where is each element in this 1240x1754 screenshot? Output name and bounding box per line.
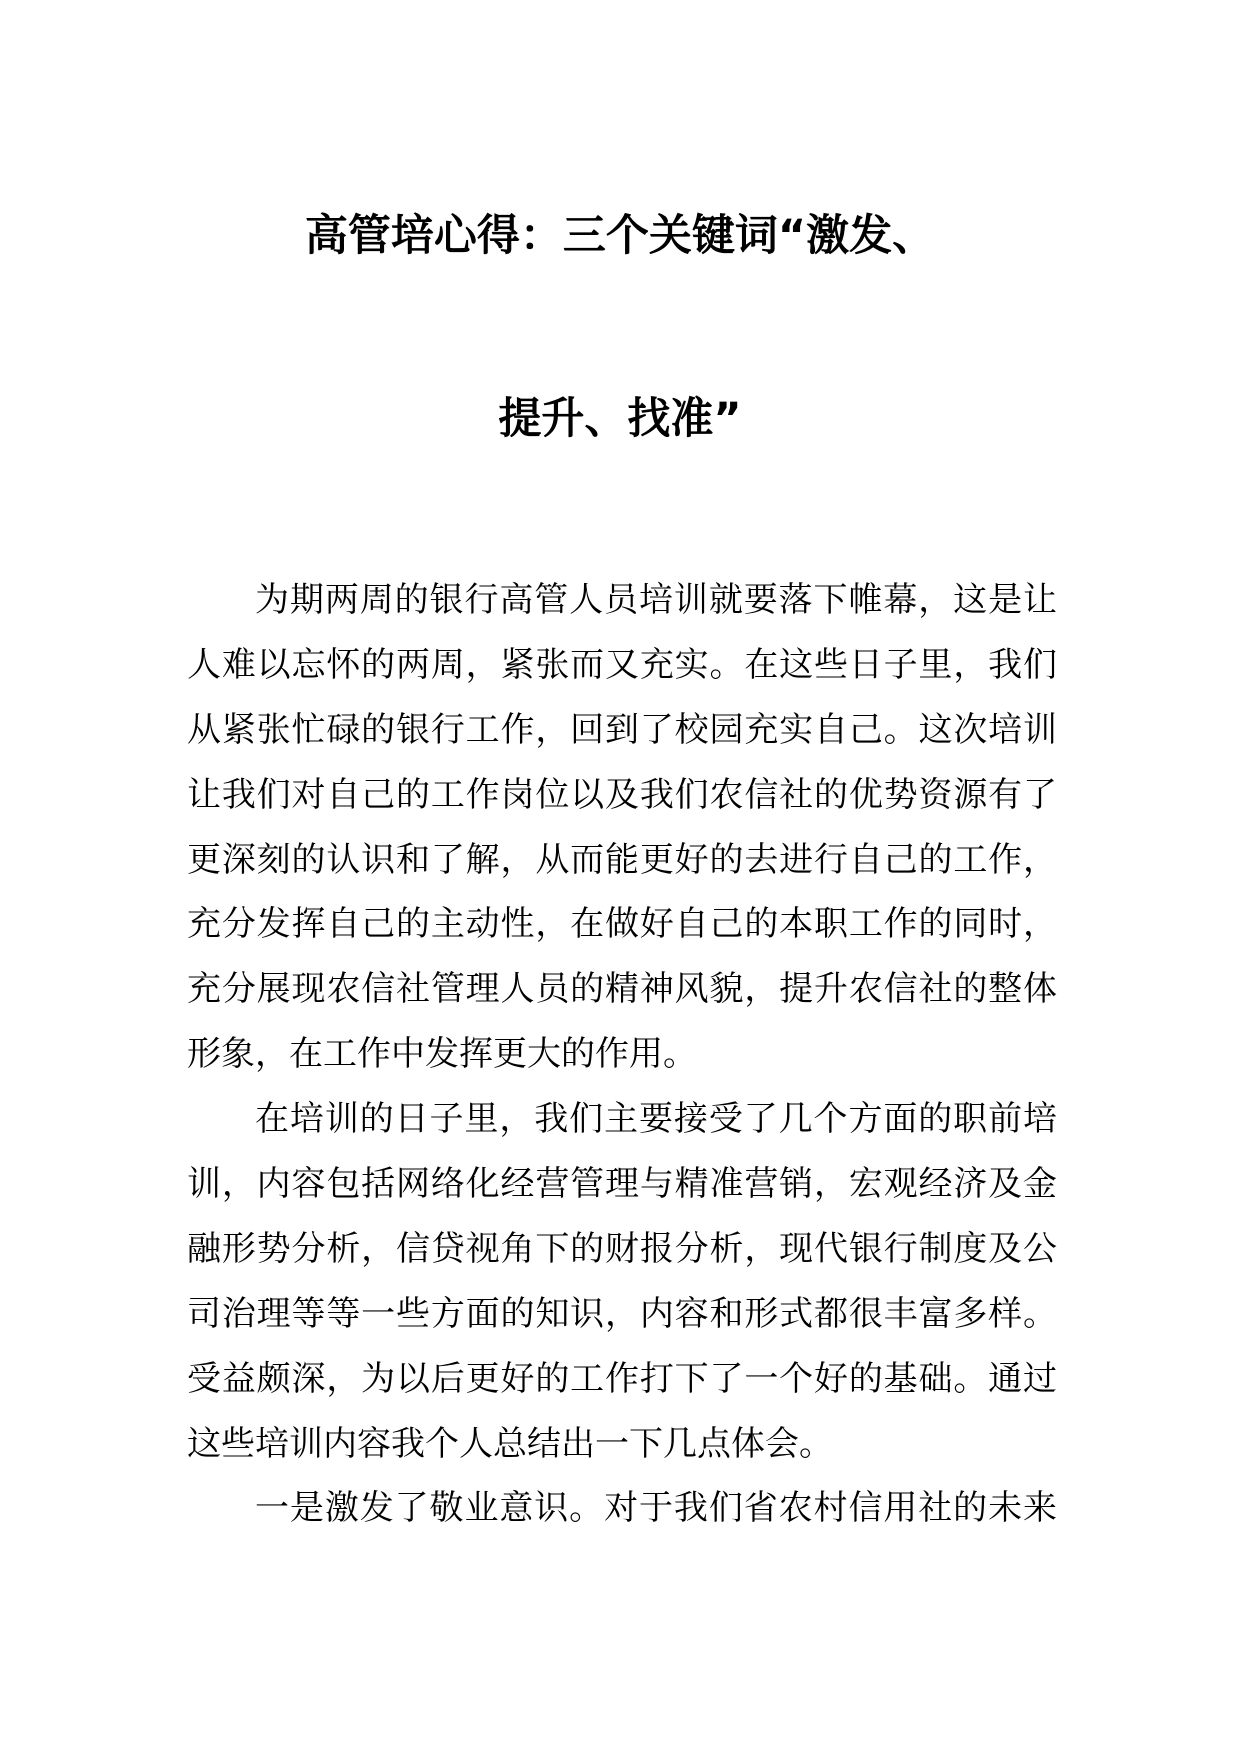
paragraph-1-line-3: 从紧张忙碌的银行工作，回到了校园充实自己。这次培训 <box>187 709 1057 750</box>
document-title-line-1: 高管培心得：三个关键词“激发、 <box>304 211 936 261</box>
paragraph-1-line-6: 充分发挥自己的主动性，在做好自己的本职工作的同时， <box>187 904 1057 945</box>
paragraph-1-line-8: 形象，在工作中发挥更大的作用。 <box>187 1034 697 1075</box>
paragraph-1-line-5: 更深刻的认识和了解，从而能更好的去进行自己的工作， <box>187 839 1057 880</box>
paragraph-1-line-7: 充分展现农信社管理人员的精神风貌，提升农信社的整体 <box>187 969 1057 1010</box>
paragraph-2-line-6: 这些培训内容我个人总结出一下几点体会。 <box>187 1423 833 1464</box>
paragraph-1-line-2: 人难以忘怀的两周，紧张而又充实。在这些日子里，我们 <box>187 644 1057 685</box>
paragraph-2-line-2: 训，内容包括网络化经营管理与精准营销，宏观经济及金 <box>187 1164 1057 1205</box>
paragraph-2-line-4: 司治理等等一些方面的知识，内容和形式都很丰富多样。 <box>187 1293 1057 1334</box>
paragraph-2-line-1: 在培训的日子里，我们主要接受了几个方面的职前培 <box>255 1099 1057 1140</box>
paragraph-1-line-1: 为期两周的银行高管人员培训就要落下帷幕，这是让 <box>255 580 1057 620</box>
paragraph-3-line-1: 一是激发了敬业意识。对于我们省农村信用社的未来 <box>255 1488 1057 1529</box>
paragraph-2-line-3: 融形势分析，信贷视角下的财报分析，现代银行制度及公 <box>187 1228 1057 1269</box>
paragraph-1-line-4: 让我们对自己的工作岗位以及我们农信社的优势资源有了 <box>187 774 1057 815</box>
document-title-line-2: 提升、找准” <box>498 394 742 444</box>
paragraph-2-line-5: 受益颇深，为以后更好的工作打下了一个好的基础。通过 <box>187 1358 1057 1399</box>
document-body <box>187 580 1057 1553</box>
